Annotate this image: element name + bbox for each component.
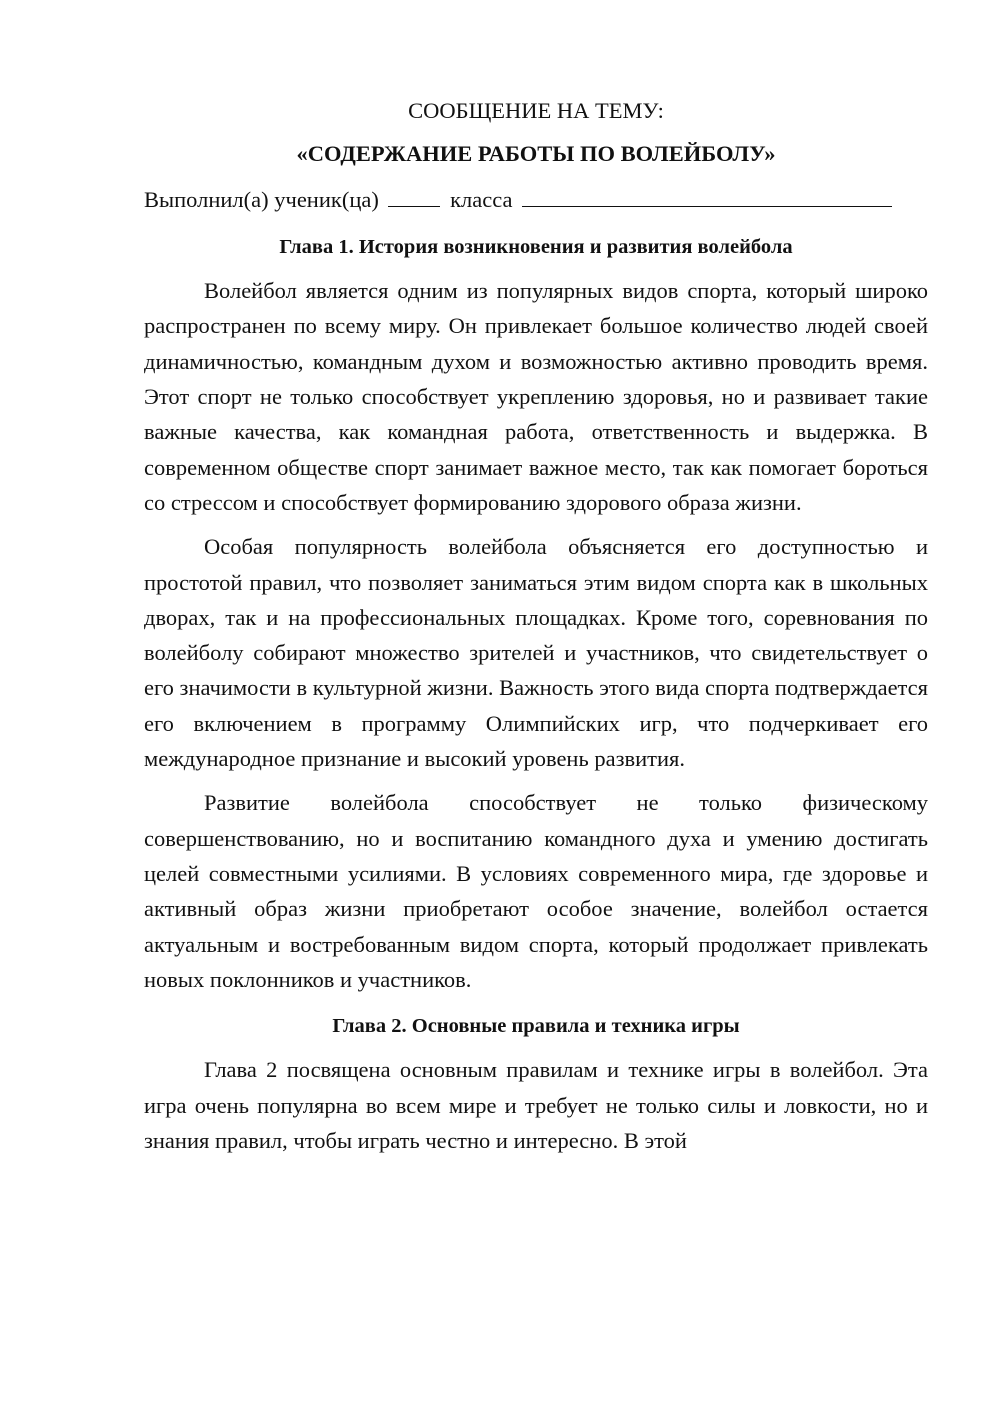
student-name-blank [522,184,892,207]
author-middle: класса [444,186,519,212]
class-number-blank [388,184,440,207]
chapter-2-heading: Глава 2. Основные правила и техника игры [332,1015,740,1038]
document-page [144,93,928,1158]
chapter-1-heading: Глава 1. История возникновения и развития волейбола [279,235,793,258]
chapter-1-paragraph-3: Развитие волейбола способствует не только физическому совершенствованию, но и воспитанию командного духа и умению достигать целей совместными усилиями. В условиях современного мира, где здоровье и активный образ жизни приобретают особое значение, волейбол остается актуальным и востребованным видом спорта, который продолжает привлекать новых поклонников и участников. [144,790,928,992]
author-line [144,182,928,217]
chapter-2-paragraph-1: Глава 2 посвящена основным правилам и технике игры в волейбол. Эта игра очень популярна во всем мире и требует не только силы и ловкости, но и знания правил, чтобы играть честно и интересно. В этой [144,1057,928,1154]
chapter-1-paragraph-1: Волейбол является одним из популярных видов спорта, который широко распространен по всему миру. Он привлекает большое количество людей своей динамичностью, командным духом и возможностью активно проводить время. Этот спорт не только способствует укреплению здоровья, но и развивает такие важные качества, как командная работа, ответственность и выдержка. В современном обществе спорт занимает важное место, так как помогает бороться со стрессом и способствует формированию здорового образа жизни. [144,278,928,515]
chapter-1-paragraph-2: Особая популярность волейбола объясняется его доступностью и простотой правил, что позволяет заниматься этим видом спорта как в школьных дворах, так и на профессиональных площадках. Кроме того, соревнования по волейболу собирают множество зрителей и участников, что свидетельствует о его значимости в культурной жизни. Важность этого вида спорта подтверждается его включением в программу Олимпийских игр, что подчеркивает его международное признание и высокий уровень развития. [144,534,928,772]
document-title-line1: СООБЩЕНИЕ НА ТЕМУ: [408,98,664,123]
document-title-topic: «СОДЕРЖАНИЕ РАБОТЫ ПО ВОЛЕЙБОЛУ» [296,141,776,167]
author-prefix: Выполнил(а) ученик(ца) [144,186,385,212]
